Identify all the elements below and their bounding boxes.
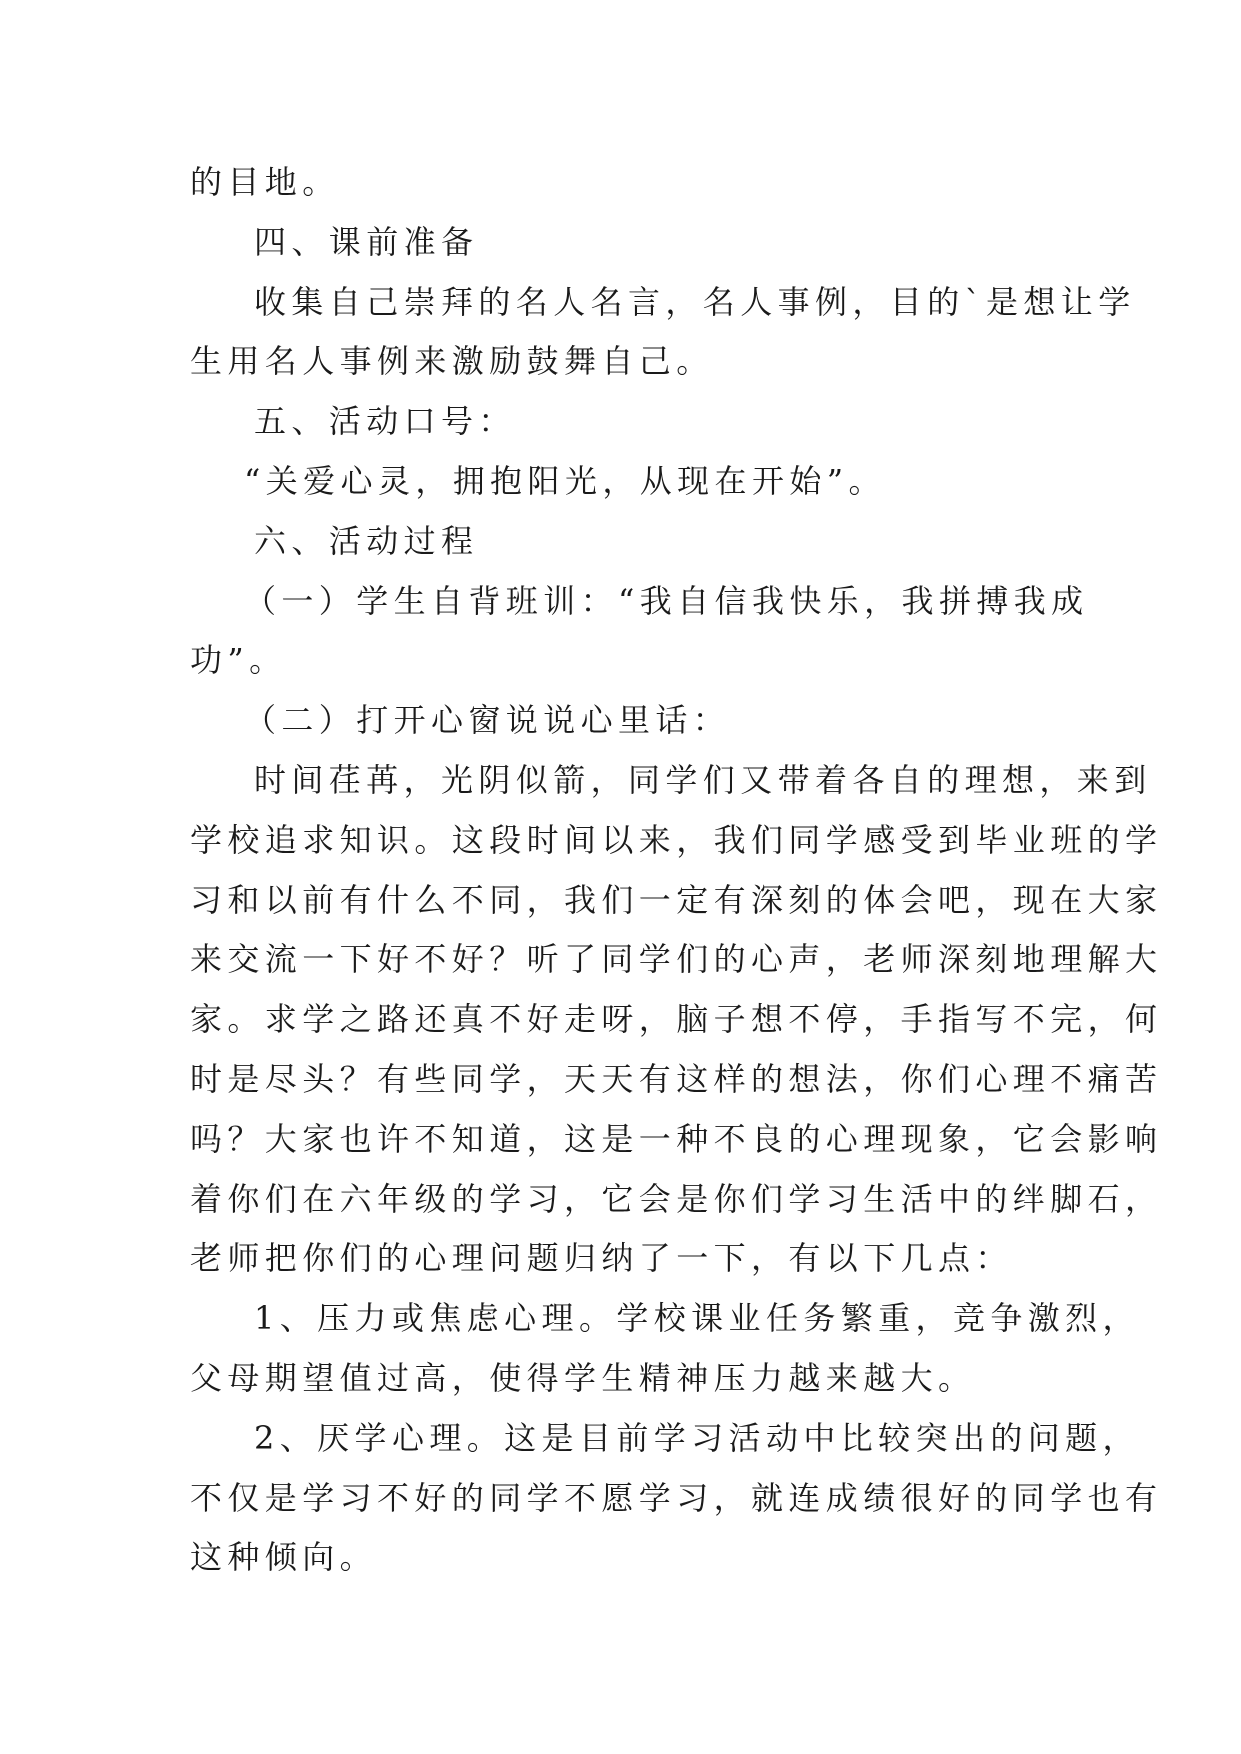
text-line: 不仅是学习不好的同学不愿学习，就连成绩很好的同学也有: [190, 1478, 1163, 1517]
text-line: 时是尽头？有些同学，天天有这样的想法，你们心理不痛苦: [190, 1059, 1163, 1098]
text-line: 家。求学之路还真不好走呀，脑子想不停，手指写不完，何: [190, 1000, 1163, 1039]
text-line: 来交流一下好不好？听了同学们的心声，老师深刻地理解大: [190, 940, 1163, 979]
body-text: [190, 153, 1163, 1588]
text-line: 这种倾向。: [190, 1538, 378, 1577]
text-line: 收集自己崇拜的名人名言，名人事例，目的`是想让学: [254, 282, 1136, 321]
text-line: （一）学生自背班训：“我自信我快乐，我拼搏我成: [244, 581, 1089, 620]
subsection-heading: （二）打开心窗说说心里话：: [244, 701, 731, 740]
list-item: 1、压力或焦虑心理。学校课业任务繁重，竞争激烈，: [254, 1299, 1140, 1338]
section-heading: 四、课前准备: [254, 222, 479, 261]
text-line: 生用名人事例来激励鼓舞自己。: [190, 342, 714, 381]
text-line: 功”。: [190, 641, 287, 680]
text-line: 父母期望值过高，使得学生精神压力越来越大。: [190, 1358, 976, 1397]
text-line: 学校追求知识。这段时间以来，我们同学感受到毕业班的学: [190, 820, 1163, 859]
text-line: 习和以前有什么不同，我们一定有深刻的体会吧，现在大家: [190, 880, 1163, 919]
text-line: 时间荏苒，光阴似箭，同学们又带着各自的理想，来到: [254, 760, 1152, 799]
section-heading: 五、活动口号：: [254, 402, 516, 441]
text-line: 着你们在六年级的学习，它会是你们学习生活中的绊脚石，: [190, 1179, 1163, 1218]
text-line: 的目地。: [190, 163, 340, 201]
slogan-line: “关爱心灵，拥抱阳光，从现在开始”。: [244, 461, 886, 500]
text-line: 吗？大家也许不知道，这是一种不良的心理现象，它会影响: [190, 1119, 1163, 1158]
list-item: 2、厌学心理。这是目前学习活动中比较突出的问题，: [254, 1418, 1140, 1457]
section-heading: 六、活动过程: [254, 521, 479, 560]
text-line: 老师把你们的心理问题归纳了一下，有以下几点：: [190, 1239, 1013, 1278]
